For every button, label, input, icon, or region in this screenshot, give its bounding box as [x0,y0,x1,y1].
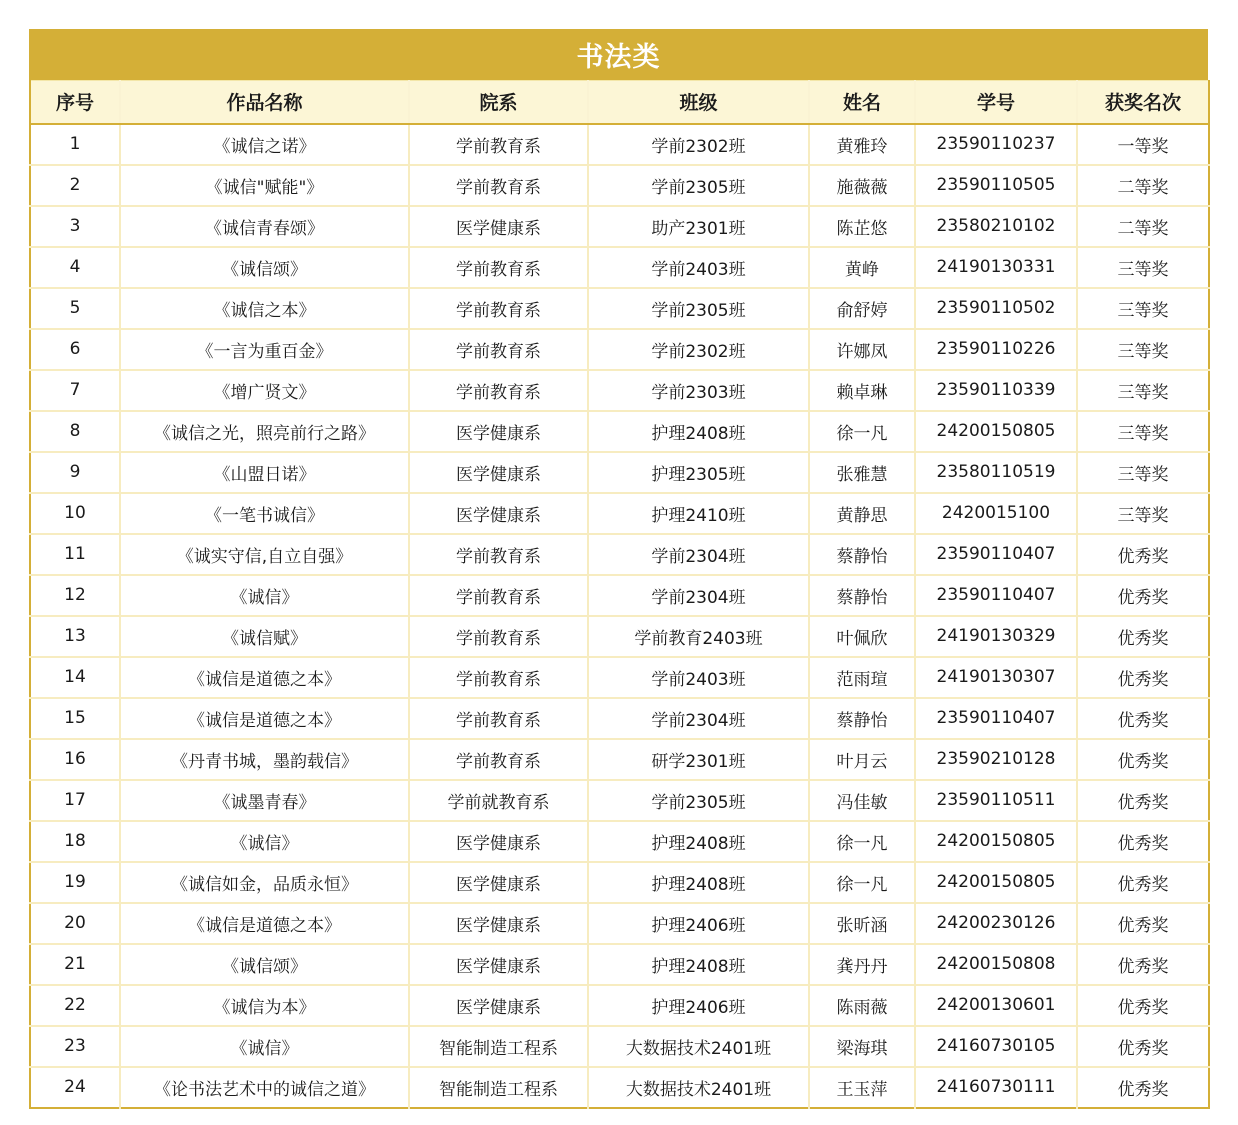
table-row [30,206,1209,247]
column-header-department: 院系 [409,81,588,124]
cell-student-id: 24200150808 [915,944,1077,985]
cell-index: 20 [30,903,120,944]
cell-index: 6 [30,329,120,370]
cell-index: 17 [30,780,120,821]
header-row [30,81,1209,124]
cell-index: 3 [30,206,120,247]
cell-student-name: 许娜凤 [809,329,915,370]
cell-index: 1 [30,124,120,165]
cell-student-name: 黄静思 [809,493,915,534]
cell-student-id: 23590110407 [915,534,1077,575]
cell-award: 二等奖 [1077,206,1209,247]
cell-class: 学前2304班 [588,534,809,575]
cell-student-name: 梁海琪 [809,1026,915,1067]
cell-index: 18 [30,821,120,862]
cell-class: 学前2304班 [588,575,809,616]
table-row [30,370,1209,411]
cell-student-name: 叶佩欣 [809,616,915,657]
table-row [30,657,1209,698]
cell-index: 15 [30,698,120,739]
cell-index: 22 [30,985,120,1026]
column-header-student-name: 姓名 [809,81,915,124]
cell-student-id: 24200230126 [915,903,1077,944]
cell-class: 学前2305班 [588,288,809,329]
cell-department: 学前教育系 [409,575,588,616]
cell-class: 护理2406班 [588,985,809,1026]
cell-index: 11 [30,534,120,575]
cell-work-title: 《诚信颂》 [120,247,409,288]
cell-student-name: 徐一凡 [809,862,915,903]
column-header-student-id: 学号 [915,81,1077,124]
cell-award: 优秀奖 [1077,821,1209,862]
table-row [30,862,1209,903]
cell-student-id: 2420015100 [915,493,1077,534]
cell-student-name: 徐一凡 [809,411,915,452]
cell-work-title: 《诚信是道德之本》 [120,903,409,944]
cell-index: 10 [30,493,120,534]
cell-award: 优秀奖 [1077,862,1209,903]
cell-student-name: 黄雅玲 [809,124,915,165]
cell-work-title: 《诚信赋》 [120,616,409,657]
cell-work-title: 《一言为重百金》 [120,329,409,370]
cell-work-title: 《诚信之诺》 [120,124,409,165]
cell-class: 学前2302班 [588,329,809,370]
cell-index: 2 [30,165,120,206]
cell-index: 7 [30,370,120,411]
table-row [30,1026,1209,1067]
cell-student-name: 徐一凡 [809,821,915,862]
cell-department: 学前教育系 [409,124,588,165]
cell-department: 医学健康系 [409,985,588,1026]
cell-department: 学前教育系 [409,165,588,206]
cell-award: 优秀奖 [1077,698,1209,739]
cell-award: 三等奖 [1077,288,1209,329]
cell-award: 优秀奖 [1077,534,1209,575]
cell-department: 学前教育系 [409,657,588,698]
cell-department: 医学健康系 [409,903,588,944]
cell-class: 学前2305班 [588,165,809,206]
cell-class: 大数据技术2401班 [588,1026,809,1067]
awards-table [29,80,1210,1109]
cell-work-title: 《诚信》 [120,821,409,862]
cell-award: 三等奖 [1077,411,1209,452]
cell-index: 21 [30,944,120,985]
cell-student-name: 冯佳敏 [809,780,915,821]
cell-award: 优秀奖 [1077,575,1209,616]
cell-student-id: 23580210102 [915,206,1077,247]
cell-work-title: 《诚实守信,自立自强》 [120,534,409,575]
cell-award: 优秀奖 [1077,739,1209,780]
cell-work-title: 《诚信之本》 [120,288,409,329]
cell-class: 护理2408班 [588,944,809,985]
cell-department: 学前教育系 [409,247,588,288]
cell-award: 三等奖 [1077,452,1209,493]
cell-class: 护理2406班 [588,903,809,944]
cell-student-id: 24160730105 [915,1026,1077,1067]
cell-class: 学前教育2403班 [588,616,809,657]
cell-student-name: 陈芷悠 [809,206,915,247]
cell-work-title: 《诚信"赋能"》 [120,165,409,206]
table-row [30,780,1209,821]
cell-student-id: 23590110237 [915,124,1077,165]
cell-work-title: 《诚墨青春》 [120,780,409,821]
table-row [30,411,1209,452]
cell-class: 学前2403班 [588,247,809,288]
cell-work-title: 《诚信青春颂》 [120,206,409,247]
cell-award: 三等奖 [1077,247,1209,288]
cell-student-name: 张昕涵 [809,903,915,944]
cell-index: 24 [30,1067,120,1108]
cell-award: 三等奖 [1077,329,1209,370]
cell-work-title: 《诚信颂》 [120,944,409,985]
cell-work-title: 《诚信是道德之本》 [120,698,409,739]
cell-class: 学前2302班 [588,124,809,165]
table-row [30,575,1209,616]
cell-work-title: 《山盟日诺》 [120,452,409,493]
cell-student-name: 蔡静怡 [809,534,915,575]
cell-work-title: 《诚信之光，照亮前行之路》 [120,411,409,452]
table-row [30,534,1209,575]
cell-student-id: 23590110339 [915,370,1077,411]
cell-department: 学前教育系 [409,534,588,575]
table-row [30,247,1209,288]
cell-student-id: 24200150805 [915,862,1077,903]
cell-index: 12 [30,575,120,616]
cell-award: 优秀奖 [1077,616,1209,657]
cell-class: 助产2301班 [588,206,809,247]
column-header-work-title: 作品名称 [120,81,409,124]
table-row [30,165,1209,206]
cell-index: 23 [30,1026,120,1067]
cell-work-title: 《增广贤文》 [120,370,409,411]
cell-student-id: 23590110407 [915,575,1077,616]
cell-award: 二等奖 [1077,165,1209,206]
cell-student-id: 24190130307 [915,657,1077,698]
cell-index: 8 [30,411,120,452]
cell-student-name: 龚丹丹 [809,944,915,985]
cell-work-title: 《诚信是道德之本》 [120,657,409,698]
cell-student-id: 23580110519 [915,452,1077,493]
cell-index: 9 [30,452,120,493]
cell-department: 医学健康系 [409,944,588,985]
cell-class: 护理2305班 [588,452,809,493]
cell-department: 学前教育系 [409,698,588,739]
cell-class: 学前2305班 [588,780,809,821]
cell-award: 优秀奖 [1077,903,1209,944]
table-row [30,1067,1209,1108]
cell-department: 学前教育系 [409,288,588,329]
cell-student-id: 24190130329 [915,616,1077,657]
cell-student-name: 范雨瑄 [809,657,915,698]
cell-work-title: 《论书法艺术中的诚信之道》 [120,1067,409,1108]
cell-class: 护理2410班 [588,493,809,534]
cell-student-id: 23590110505 [915,165,1077,206]
table-row [30,616,1209,657]
table-row [30,698,1209,739]
table-row [30,944,1209,985]
cell-department: 医学健康系 [409,493,588,534]
table-body [30,124,1209,1108]
cell-award: 一等奖 [1077,124,1209,165]
cell-student-name: 赖卓琳 [809,370,915,411]
awards-sheet [29,29,1208,1109]
cell-work-title: 《一笔书诚信》 [120,493,409,534]
cell-award: 优秀奖 [1117,1079,1169,1100]
cell-student-id: 23590110407 [915,698,1077,739]
cell-department: 学前教育系 [409,739,588,780]
cell-index: 19 [30,862,120,903]
cell-work-title: 《诚信如金，品质永恒》 [120,862,409,903]
cell-work-title: 《诚信》 [120,575,409,616]
cell-award: 优秀奖 [1077,985,1209,1026]
cell-student-name: 蔡静怡 [809,698,915,739]
cell-index: 4 [30,247,120,288]
cell-student-name: 黄峥 [809,247,915,288]
cell-department: 学前就教育系 [409,780,588,821]
cell-department: 医学健康系 [409,411,588,452]
cell-index: 16 [30,739,120,780]
table-header [30,81,1209,124]
table-row [30,903,1209,944]
cell-class: 大数据技术2401班 [588,1067,809,1108]
cell-award: 优秀奖 [1077,657,1209,698]
cell-award: 优秀奖 [1077,944,1209,985]
cell-department: 学前教育系 [409,329,588,370]
cell-student-id: 23590110226 [915,329,1077,370]
cell-student-name: 施薇薇 [809,165,915,206]
cell-award: 优秀奖 [1077,1026,1209,1067]
column-header-class: 班级 [588,81,809,124]
cell-student-name: 张雅慧 [809,452,915,493]
cell-student-name: 陈雨薇 [809,985,915,1026]
cell-class: 护理2408班 [588,411,809,452]
cell-student-name: 俞舒婷 [809,288,915,329]
table-row [30,739,1209,780]
table-row [30,124,1209,165]
cell-student-name: 叶月云 [809,739,915,780]
cell-student-id: 24190130331 [915,247,1077,288]
cell-class: 护理2408班 [588,821,809,862]
cell-department: 智能制造工程系 [409,1026,588,1067]
cell-department: 医学健康系 [409,452,588,493]
cell-award: 优秀奖 [1077,780,1209,821]
table-row [30,493,1209,534]
cell-department: 学前教育系 [409,370,588,411]
cell-student-id: 23590210128 [915,739,1077,780]
table-row [30,821,1209,862]
cell-work-title: 《诚信为本》 [120,985,409,1026]
cell-index: 14 [30,657,120,698]
cell-student-id: 24200150805 [915,411,1077,452]
table-row [30,329,1209,370]
column-header-award: 获奖名次 [1077,81,1209,124]
cell-index: 5 [30,288,120,329]
cell-class: 学前2403班 [588,657,809,698]
cell-class: 学前2304班 [588,698,809,739]
table-row [30,452,1209,493]
cell-department: 医学健康系 [409,206,588,247]
cell-student-name: 王玉萍 [809,1067,915,1108]
table-row [30,288,1209,329]
cell-department: 学前教育系 [409,616,588,657]
cell-work-title: 《诚信》 [120,1026,409,1067]
cell-award: 三等奖 [1077,493,1209,534]
cell-student-id: 24200150805 [915,821,1077,862]
cell-class: 护理2408班 [588,862,809,903]
cell-student-name: 蔡静怡 [809,575,915,616]
cell-student-id: 23590110502 [915,288,1077,329]
cell-department: 医学健康系 [409,821,588,862]
cell-department: 医学健康系 [409,862,588,903]
column-header-index: 序号 [30,81,120,124]
cell-student-id: 24160730111 [915,1067,1077,1108]
cell-student-id: 23590110511 [915,780,1077,821]
cell-work-title: 《丹青书城，墨韵载信》 [120,739,409,780]
cell-index: 13 [30,616,120,657]
cell-class: 学前2303班 [588,370,809,411]
cell-class: 研学2301班 [588,739,809,780]
sheet-title: 书法类 [29,29,1208,80]
cell-student-id: 24200130601 [915,985,1077,1026]
cell-department: 智能制造工程系 [409,1067,588,1108]
cell-award: 三等奖 [1077,370,1209,411]
table-row [30,985,1209,1026]
